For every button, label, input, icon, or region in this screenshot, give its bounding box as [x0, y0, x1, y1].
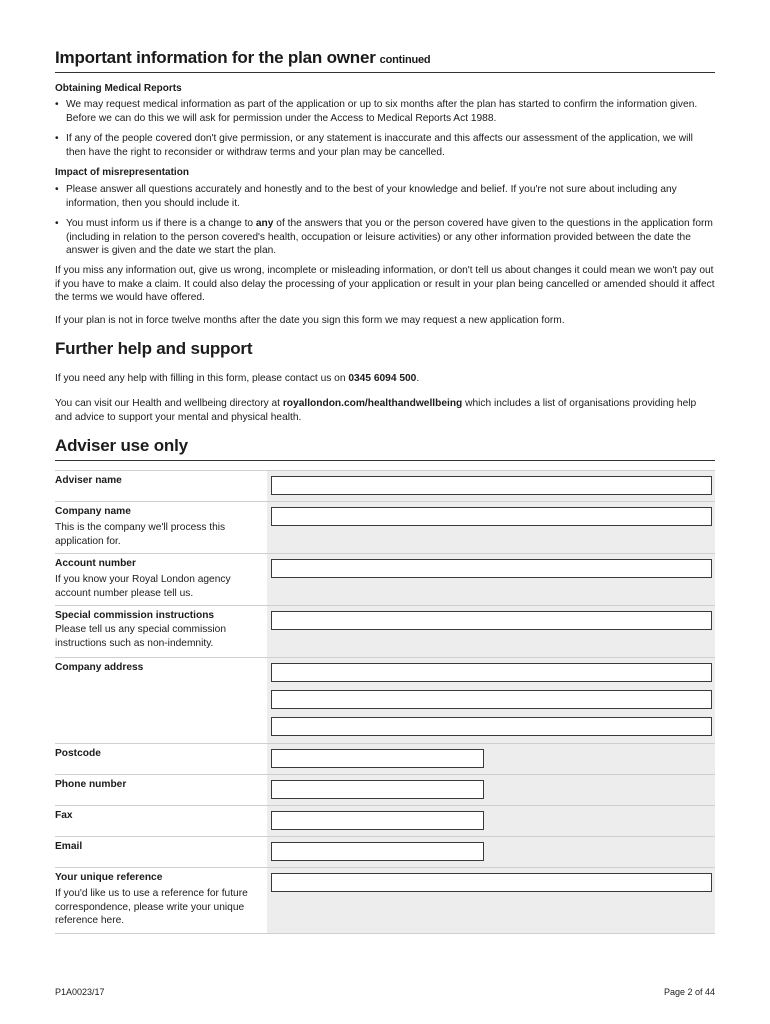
company-address-line-2[interactable]: [271, 690, 712, 709]
postcode-label: [55, 748, 260, 759]
company-address-line-1[interactable]: [271, 663, 712, 682]
continued-label: continued: [379, 54, 431, 66]
form-code: P1A0023/17: [55, 987, 105, 997]
company-name-label: [55, 506, 260, 548]
reference-row: [55, 867, 715, 934]
email-label-text: Email: [55, 841, 83, 852]
account-number-label-text: Account number: [55, 558, 136, 569]
help-phone-number: 0345 6094 500: [348, 373, 417, 384]
help-paragraph-2: [55, 397, 715, 424]
postcode-label-text: Postcode: [55, 748, 101, 759]
help-paragraph-1: [55, 372, 715, 386]
form-bottom-rule: [55, 933, 715, 934]
page-title: [55, 48, 430, 68]
account-number-row: [55, 553, 715, 606]
misrepresentation-heading: Impact of misrepresentation: [55, 167, 189, 178]
commission-input[interactable]: [271, 611, 712, 630]
page-title-text: Important information for the plan owner: [55, 48, 376, 67]
company-address-label-text: Company address: [55, 662, 144, 673]
commission-description: Please tell us any special commission instructions such as non-indemnity.: [55, 624, 226, 649]
reference-input[interactable]: [271, 873, 712, 892]
account-number-description: If you know your Royal London agency account number please tell us.: [55, 574, 231, 599]
misrep-bullet-2: [55, 217, 715, 258]
fax-label-text: Fax: [55, 810, 73, 821]
company-name-row: [55, 501, 715, 554]
medical-bullet-1: • We may request medical information as part of the application or up to six months after the plan has started to confirm the information given. Before we can do this we will ask for permission under the Access to Medical Reports Act 1988.: [55, 98, 715, 125]
fax-input[interactable]: [271, 811, 484, 830]
adviser-heading: Adviser use only: [55, 436, 188, 455]
account-number-label: [55, 558, 260, 600]
postcode-row: [55, 743, 715, 775]
help-paragraph-2-text: You can visit our Health and wellbeing directory at: [55, 398, 283, 409]
title-rule: [55, 72, 715, 73]
adviser-name-label-text: Adviser name: [55, 475, 122, 486]
fax-row: [55, 805, 715, 837]
company-address-label: [55, 662, 260, 673]
commission-label: [55, 610, 260, 650]
account-number-input[interactable]: [271, 559, 712, 578]
help-heading: Further help and support: [55, 339, 253, 358]
fax-label: [55, 810, 260, 821]
misrep-bullet-1: • Please answer all questions accurately and honestly and to the best of your knowledge and belief. If you're not sure about including any information, then you should include it.: [55, 183, 715, 210]
help-paragraph-2-end: which includes a list of organisations providing help and advice to support your mental and physical health.: [55, 398, 697, 423]
adviser-rule: [55, 460, 715, 461]
help-paragraph-1-end: .: [416, 373, 420, 384]
phone-label: [55, 779, 260, 790]
wellbeing-link[interactable]: royallondon.com/healthandwellbeing: [282, 398, 463, 409]
postcode-input[interactable]: [271, 749, 484, 768]
page-number: Page 2 of 44: [663, 987, 715, 997]
reference-description: If you'd like us to use a reference for future correspondence, please write your unique reference here.: [55, 888, 248, 926]
company-name-description: This is the company we'll process this application for.: [55, 522, 226, 547]
email-label: [55, 841, 260, 852]
email-row: [55, 836, 715, 868]
commission-label-text: Special commission instructions: [55, 610, 215, 621]
adviser-name-label: [55, 475, 260, 486]
help-paragraph-1-text: If you need any help with filling in this form, please contact us on: [55, 373, 349, 384]
misrep-paragraph-1: If you miss any information out, give us wrong, incomplete or misleading information, or don't tell us about changes it could mean we won't pay out if you have to make a claim. It could also delay the processing of your application or result in your plan being cancelled or amended should it affect the terms we would have offered.: [55, 265, 715, 303]
company-address-line-3[interactable]: [271, 717, 712, 736]
misrep-bullet-2-bold: any: [255, 218, 274, 229]
company-name-input[interactable]: [271, 507, 712, 526]
email-input[interactable]: [271, 842, 484, 861]
phone-label-text: Phone number: [55, 779, 127, 790]
misrep-paragraph-2: If your plan is not in force twelve months after the date you sign this form we may request a new application form.: [55, 315, 565, 326]
company-name-label-text: Company name: [55, 506, 131, 517]
misrep-bullet-2-post: of the answers that you or the person covered have given to the questions in the application form (including in relation to the person covered's health, occupation or leisure activities) or any other information provided between the date the answer is given and the date we start the plan.: [66, 218, 713, 256]
adviser-name-row: [55, 470, 715, 502]
medical-bullet-2: • If any of the people covered don't give permission, or any statement is inaccurate and this affects our assessment of the application, we will then have the right to reconsider or withdraw terms and your plan may be cancelled.: [55, 132, 715, 159]
misrep-bullet-2-pre: You must inform us if there is a change to: [66, 218, 256, 229]
medical-reports-heading: Obtaining Medical Reports: [55, 83, 182, 94]
reference-label-text: Your unique reference: [55, 872, 163, 883]
reference-label: [55, 872, 260, 928]
commission-row: [55, 605, 715, 658]
phone-row: [55, 774, 715, 806]
phone-input[interactable]: [271, 780, 484, 799]
company-address-row: [55, 657, 715, 744]
adviser-name-input[interactable]: [271, 476, 712, 495]
